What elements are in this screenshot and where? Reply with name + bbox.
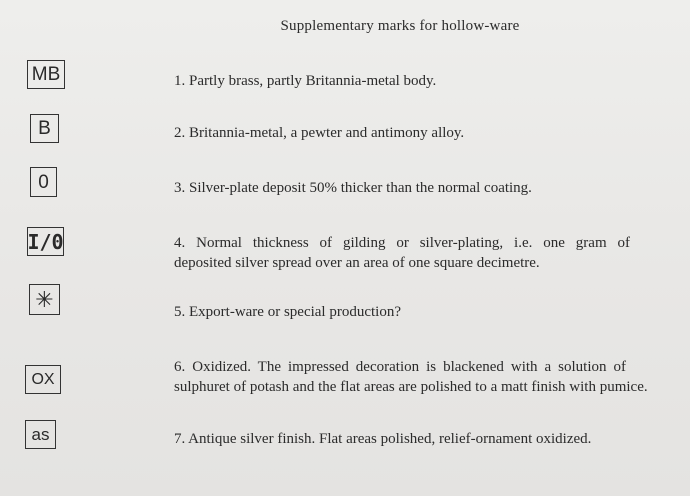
mark-symbol: OX — [31, 370, 55, 388]
mark-symbol: MB — [31, 64, 61, 85]
mark-description — [174, 302, 628, 322]
mark-description — [174, 71, 628, 91]
description-line: 4. Normal thickness of gilding or silver-plating, i.e. one gram of — [174, 235, 630, 251]
description-line: 3. Silver-plate deposit 50% thicker than the normal coating. — [174, 180, 532, 196]
mark-description — [174, 178, 628, 198]
mark-description — [174, 429, 628, 449]
mark-i-zero-box — [27, 227, 64, 256]
description-line: deposited silver spread over an area of one square decimetre. — [174, 255, 540, 271]
mark-symbol: as — [31, 425, 50, 444]
description-line: 7. Antique silver finish. Flat areas polished, relief-ornament oxidized. — [174, 431, 592, 447]
mark-symbol: 0 — [38, 171, 49, 193]
description-line: 2. Britannia-metal, a pewter and antimony alloy. — [174, 125, 465, 141]
mark-description — [174, 233, 630, 273]
mark-description — [174, 357, 648, 397]
mark-as-box — [25, 420, 56, 449]
mark-symbol: B — [38, 118, 51, 139]
mark-ox-box — [25, 365, 61, 394]
mark-description — [174, 123, 628, 143]
mark-symbol: I/0 — [27, 229, 64, 254]
description-line: sulphuret of potash and the flat areas are polished to a matt finish with pumice. — [174, 379, 648, 395]
asterisk-icon: ✳ — [35, 286, 54, 312]
description-line: 5. Export-ware or special production? — [174, 304, 401, 320]
mark-b-box — [30, 114, 59, 143]
mark-mb-box — [27, 60, 65, 89]
description-line: 6. Oxidized. The impressed decoration is blackened with a solution of — [174, 359, 626, 375]
mark-asterisk-box — [29, 284, 60, 315]
description-line: 1. Partly brass, partly Britannia-metal body. — [174, 73, 437, 89]
page-heading: Supplementary marks for hollow-ware — [280, 18, 520, 34]
mark-zero-box — [30, 167, 57, 197]
